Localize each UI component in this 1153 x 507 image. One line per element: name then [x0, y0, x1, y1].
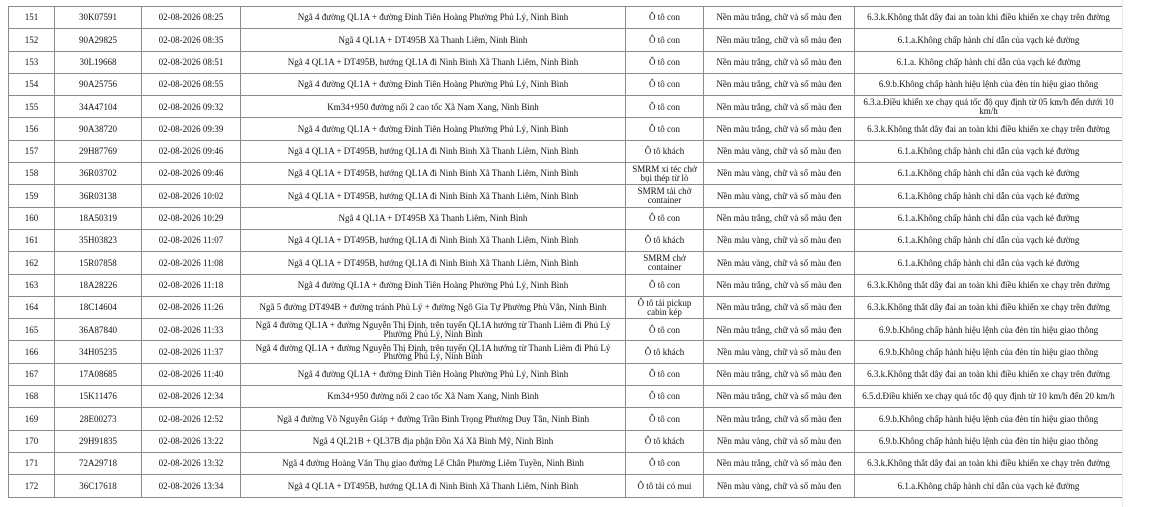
violations-table-body [9, 7, 1123, 498]
table-row [9, 207, 1123, 229]
vehicle-type-cell: Ô tô khách [626, 341, 704, 363]
violation-time-cell: 02-08-2026 12:34 [142, 386, 241, 408]
plate-color-cell: Nền màu trắng, chữ và số màu đen [704, 207, 855, 229]
table-row [9, 140, 1123, 162]
table-row [9, 430, 1123, 452]
vehicle-type-cell: Ô tô con [626, 274, 704, 296]
row-number-cell: 155 [9, 96, 55, 118]
table-row [9, 118, 1123, 140]
violation-time-cell: 02-08-2026 13:32 [142, 452, 241, 474]
vehicle-type-cell: Ô tô con [626, 319, 704, 341]
row-number-cell: 160 [9, 207, 55, 229]
violation-time-cell: 02-08-2026 10:02 [142, 185, 241, 207]
plate-color-cell: Nền màu trắng, chữ và số màu đen [704, 363, 855, 385]
vehicle-type-cell: Ô tô con [626, 363, 704, 385]
vehicle-type-cell: SMRM chở container [626, 252, 704, 274]
location-cell: Ngã 4 QL1A + DT495B, hướng QL1A đi Ninh Bình Xã Thanh Liêm, Ninh Bình [241, 140, 626, 162]
license-plate-cell: 29H91835 [55, 430, 142, 452]
plate-color-cell: Nền màu vàng, chữ và số màu đen [704, 163, 855, 185]
row-number-cell: 167 [9, 363, 55, 385]
violation-cell: 6.9.b.Không chấp hành hiệu lệnh của đèn tín hiệu giao thông [855, 73, 1123, 95]
plate-color-cell: Nền màu trắng, chữ và số màu đen [704, 73, 855, 95]
violation-time-cell: 02-08-2026 11:40 [142, 363, 241, 385]
page-edge-line [1122, 0, 1123, 507]
vehicle-type-cell: Ô tô con [626, 29, 704, 51]
row-number-cell: 165 [9, 319, 55, 341]
license-plate-cell: 17A08685 [55, 363, 142, 385]
table-row [9, 96, 1123, 118]
vehicle-type-cell: Ô tô khách [626, 229, 704, 251]
violation-time-cell: 02-08-2026 08:51 [142, 51, 241, 73]
plate-color-cell: Nền màu vàng, chữ và số màu đen [704, 341, 855, 363]
license-plate-cell: 72A29718 [55, 452, 142, 474]
plate-color-cell: Nền màu vàng, chữ và số màu đen [704, 430, 855, 452]
plate-color-cell: Nền màu trắng, chữ và số màu đen [704, 319, 855, 341]
table-row [9, 229, 1123, 251]
license-plate-cell: 18A28226 [55, 274, 142, 296]
plate-color-cell: Nền màu trắng, chữ và số màu đen [704, 7, 855, 29]
violation-time-cell: 02-08-2026 09:46 [142, 140, 241, 162]
vehicle-type-cell: Ô tô con [626, 73, 704, 95]
license-plate-cell: 30L19668 [55, 51, 142, 73]
location-cell: Ngã 4 đường Võ Nguyễn Giáp + đường Trần Bình Trọng Phường Duy Tân, Ninh Bình [241, 408, 626, 430]
license-plate-cell: 90A38720 [55, 118, 142, 140]
row-number-cell: 153 [9, 51, 55, 73]
table-row [9, 341, 1123, 363]
violation-time-cell: 02-08-2026 11:37 [142, 341, 241, 363]
row-number-cell: 152 [9, 29, 55, 51]
violation-cell: 6.3.k.Không thắt dây đai an toàn khi điều khiển xe chạy trên đường [855, 274, 1123, 296]
violation-time-cell: 02-08-2026 10:29 [142, 207, 241, 229]
violation-cell: 6.1.a.Không chấp hành chỉ dẫn của vạch kẻ đường [855, 252, 1123, 274]
vehicle-type-cell: Ô tô khách [626, 430, 704, 452]
plate-color-cell: Nền màu vàng, chữ và số màu đen [704, 229, 855, 251]
location-cell: Ngã 4 QL1A + DT495B Xã Thanh Liêm, Ninh Bình [241, 29, 626, 51]
plate-color-cell: Nền màu trắng, chữ và số màu đen [704, 274, 855, 296]
table-row [9, 163, 1123, 185]
row-number-cell: 154 [9, 73, 55, 95]
violation-cell: 6.1.a.Không chấp hành chỉ dẫn của vạch kẻ đường [855, 229, 1123, 251]
location-cell: Ngã 5 đường DT494B + đường tránh Phủ Lý + đường Ngô Gia Tự Phường Phù Vân, Ninh Bình [241, 296, 626, 318]
location-cell: Ngã 4 QL1A + DT495B, hướng QL1A đi Ninh Bình Xã Thanh Liêm, Ninh Bình [241, 252, 626, 274]
violation-cell: 6.1.a.Không chấp hành chỉ dẫn của vạch kẻ đường [855, 207, 1123, 229]
vehicle-type-cell: Ô tô khách [626, 140, 704, 162]
location-cell: Ngã 4 đường Hoàng Văn Thụ giao đường Lê Chân Phường Liêm Tuyền, Ninh Bình [241, 452, 626, 474]
row-number-cell: 172 [9, 475, 55, 497]
violation-time-cell: 02-08-2026 09:32 [142, 96, 241, 118]
vehicle-type-cell: Ô tô con [626, 7, 704, 29]
location-cell: Ngã 4 đường QL1A + đường Đinh Tiên Hoàng Phường Phủ Lý, Ninh Bình [241, 73, 626, 95]
license-plate-cell: 30K07591 [55, 7, 142, 29]
table-row [9, 408, 1123, 430]
table-row [9, 363, 1123, 385]
vehicle-type-cell: Ô tô con [626, 207, 704, 229]
license-plate-cell: 28E00273 [55, 408, 142, 430]
violation-cell: 6.1.a.Không chấp hành chỉ dẫn của vạch kẻ đường [855, 163, 1123, 185]
violation-cell: 6.1.a.Không chấp hành chỉ dẫn của vạch kẻ đường [855, 185, 1123, 207]
location-cell: Ngã 4 đường QL1A + đường Nguyễn Thị Định, trên tuyến QL1A hướng từ Thanh Liêm đi Phủ Lý Phường Phủ Lý, Ninh Bình [241, 319, 626, 341]
table-row [9, 185, 1123, 207]
violation-cell: 6.1.a.Không chấp hành chỉ dẫn của vạch kẻ đường [855, 475, 1123, 497]
vehicle-type-cell: Ô tô con [626, 386, 704, 408]
vehicle-type-cell: Ô tô con [626, 51, 704, 73]
table-row [9, 7, 1123, 29]
violation-cell: 6.9.b.Không chấp hành hiệu lệnh của đèn tín hiệu giao thông [855, 341, 1123, 363]
plate-color-cell: Nền màu vàng, chữ và số màu đen [704, 475, 855, 497]
license-plate-cell: 34A47104 [55, 96, 142, 118]
row-number-cell: 166 [9, 341, 55, 363]
license-plate-cell: 90A29825 [55, 29, 142, 51]
violation-cell: 6.1.a.Không chấp hành chỉ dẫn của vạch kẻ đường [855, 140, 1123, 162]
row-number-cell: 163 [9, 274, 55, 296]
violation-cell: 6.3.k.Không thắt dây đai an toàn khi điều khiển xe chạy trên đường [855, 7, 1123, 29]
location-cell: Km34+950 đường nối 2 cao tốc Xã Nam Xang, Ninh Bình [241, 96, 626, 118]
location-cell: Ngã 4 QL1A + DT495B Xã Thanh Liêm, Ninh Bình [241, 207, 626, 229]
table-row [9, 452, 1123, 474]
plate-color-cell: Nền màu trắng, chữ và số màu đen [704, 408, 855, 430]
location-cell: Ngã 4 QL1A + DT495B, hướng QL1A đi Ninh Bình Xã Thanh Liêm, Ninh Bình [241, 163, 626, 185]
plate-color-cell: Nền màu trắng, chữ và số màu đen [704, 96, 855, 118]
license-plate-cell: 34H05235 [55, 341, 142, 363]
violation-time-cell: 02-08-2026 11:33 [142, 319, 241, 341]
plate-color-cell: Nền màu trắng, chữ và số màu đen [704, 118, 855, 140]
vehicle-type-cell: Ô tô con [626, 452, 704, 474]
violation-cell: 6.3.a.Điều khiển xe chạy quá tốc độ quy định từ 05 km/h đến dưới 10 km/h [855, 96, 1123, 118]
plate-color-cell: Nền màu trắng, chữ và số màu đen [704, 296, 855, 318]
location-cell: Ngã 4 đường QL1A + đường Nguyễn Thị Định, trên tuyến QL1A hướng từ Thanh Liêm đi Phủ Lý Phường Phủ Lý, Ninh Bình [241, 341, 626, 363]
violation-time-cell: 02-08-2026 11:08 [142, 252, 241, 274]
violation-cell: 6.3.k.Không thắt dây đai an toàn khi điều khiển xe chạy trên đường [855, 118, 1123, 140]
table-row [9, 386, 1123, 408]
license-plate-cell: 35H03823 [55, 229, 142, 251]
violation-cell: 6.1.a. Không chấp hành chỉ dẫn của vạch kẻ đường [855, 51, 1123, 73]
license-plate-cell: 90A25756 [55, 73, 142, 95]
violation-time-cell: 02-08-2026 11:07 [142, 229, 241, 251]
location-cell: Ngã 4 QL1A + DT495B, hướng QL1A đi Ninh Bình Xã Thanh Liêm, Ninh Bình [241, 475, 626, 497]
plate-color-cell: Nền màu vàng, chữ và số màu đen [704, 140, 855, 162]
location-cell: Km34+950 đường nối 2 cao tốc Xã Nam Xang, Ninh Bình [241, 386, 626, 408]
violation-cell: 6.1.a.Không chấp hành chỉ dẫn của vạch kẻ đường [855, 29, 1123, 51]
license-plate-cell: 18C14604 [55, 296, 142, 318]
row-number-cell: 164 [9, 296, 55, 318]
license-plate-cell: 18A50319 [55, 207, 142, 229]
violation-time-cell: 02-08-2026 09:39 [142, 118, 241, 140]
location-cell: Ngã 4 QL1A + DT495B, hướng QL1A đi Ninh Bình Xã Thanh Liêm, Ninh Bình [241, 51, 626, 73]
plate-color-cell: Nền màu trắng, chữ và số màu đen [704, 452, 855, 474]
row-number-cell: 162 [9, 252, 55, 274]
violation-cell: 6.3.k.Không thắt dây đai an toàn khi điều khiển xe chạy trên đường [855, 296, 1123, 318]
row-number-cell: 158 [9, 163, 55, 185]
table-row [9, 252, 1123, 274]
plate-color-cell: Nền màu vàng, chữ và số màu đen [704, 185, 855, 207]
violation-time-cell: 02-08-2026 11:18 [142, 274, 241, 296]
location-cell: Ngã 4 QL1A + DT495B, hướng QL1A đi Ninh Bình Xã Thanh Liêm, Ninh Bình [241, 185, 626, 207]
table-row [9, 475, 1123, 497]
row-number-cell: 171 [9, 452, 55, 474]
violation-time-cell: 02-08-2026 13:22 [142, 430, 241, 452]
license-plate-cell: 36R03138 [55, 185, 142, 207]
row-number-cell: 157 [9, 140, 55, 162]
violation-time-cell: 02-08-2026 08:55 [142, 73, 241, 95]
location-cell: Ngã 4 QL1A + DT495B, hướng QL1A đi Ninh Bình Xã Thanh Liêm, Ninh Bình [241, 229, 626, 251]
table-row [9, 319, 1123, 341]
location-cell: Ngã 4 QL21B + QL37B địa phận Đồn Xá Xã Bình Mỹ, Ninh Bình [241, 430, 626, 452]
row-number-cell: 168 [9, 386, 55, 408]
vehicle-type-cell: Ô tô tải có mui [626, 475, 704, 497]
violation-time-cell: 02-08-2026 12:52 [142, 408, 241, 430]
violation-time-cell: 02-08-2026 09:46 [142, 163, 241, 185]
violation-time-cell: 02-08-2026 11:26 [142, 296, 241, 318]
license-plate-cell: 15K11476 [55, 386, 142, 408]
location-cell: Ngã 4 đường QL1A + đường Đinh Tiên Hoàng Phường Phủ Lý, Ninh Bình [241, 7, 626, 29]
row-number-cell: 169 [9, 408, 55, 430]
violation-cell: 6.9.b.Không chấp hành hiệu lệnh của đèn tín hiệu giao thông [855, 408, 1123, 430]
table-row [9, 73, 1123, 95]
table-row [9, 274, 1123, 296]
violations-table [8, 6, 1123, 498]
location-cell: Ngã 4 đường QL1A + đường Đinh Tiên Hoàng Phường Phủ Lý, Ninh Bình [241, 118, 626, 140]
table-row [9, 51, 1123, 73]
table-row [9, 296, 1123, 318]
violation-cell: 6.9.b.Không chấp hành hiệu lệnh của đèn tín hiệu giao thông [855, 430, 1123, 452]
vehicle-type-cell: SMRM tải chở container [626, 185, 704, 207]
location-cell: Ngã 4 đường QL1A + đường Đinh Tiên Hoàng Phường Phủ Lý, Ninh Bình [241, 363, 626, 385]
plate-color-cell: Nền màu trắng, chữ và số màu đen [704, 386, 855, 408]
violation-time-cell: 02-08-2026 13:34 [142, 475, 241, 497]
plate-color-cell: Nền màu trắng, chữ và số màu đen [704, 29, 855, 51]
violation-time-cell: 02-08-2026 08:25 [142, 7, 241, 29]
vehicle-type-cell: SMRM xi téc chở bụi thép từ lò [626, 163, 704, 185]
row-number-cell: 156 [9, 118, 55, 140]
violation-cell: 6.3.k.Không thắt dây đai an toàn khi điều khiển xe chạy trên đường [855, 363, 1123, 385]
plate-color-cell: Nền màu vàng, chữ và số màu đen [704, 252, 855, 274]
violation-cell: 6.5.d.Điều khiển xe chạy quá tốc độ quy định từ 10 km/h đến 20 km/h [855, 386, 1123, 408]
row-number-cell: 151 [9, 7, 55, 29]
violation-cell: 6.3.k.Không thắt dây đai an toàn khi điều khiển xe chạy trên đường [855, 452, 1123, 474]
violation-cell: 6.9.b.Không chấp hành hiệu lệnh của đèn tín hiệu giao thông [855, 319, 1123, 341]
license-plate-cell: 15R07858 [55, 252, 142, 274]
vehicle-type-cell: Ô tô con [626, 96, 704, 118]
violation-time-cell: 02-08-2026 08:35 [142, 29, 241, 51]
vehicle-type-cell: Ô tô con [626, 118, 704, 140]
license-plate-cell: 36R03702 [55, 163, 142, 185]
row-number-cell: 159 [9, 185, 55, 207]
row-number-cell: 170 [9, 430, 55, 452]
location-cell: Ngã 4 đường QL1A + đường Đinh Tiên Hoàng Phường Phủ Lý, Ninh Bình [241, 274, 626, 296]
table-row [9, 29, 1123, 51]
vehicle-type-cell: Ô tô con [626, 408, 704, 430]
violations-table-sheet [8, 6, 1122, 498]
plate-color-cell: Nền màu trắng, chữ và số màu đen [704, 51, 855, 73]
row-number-cell: 161 [9, 229, 55, 251]
license-plate-cell: 29H87769 [55, 140, 142, 162]
license-plate-cell: 36A87840 [55, 319, 142, 341]
vehicle-type-cell: Ô tô tải pickup cabin kép [626, 296, 704, 318]
license-plate-cell: 36C17618 [55, 475, 142, 497]
